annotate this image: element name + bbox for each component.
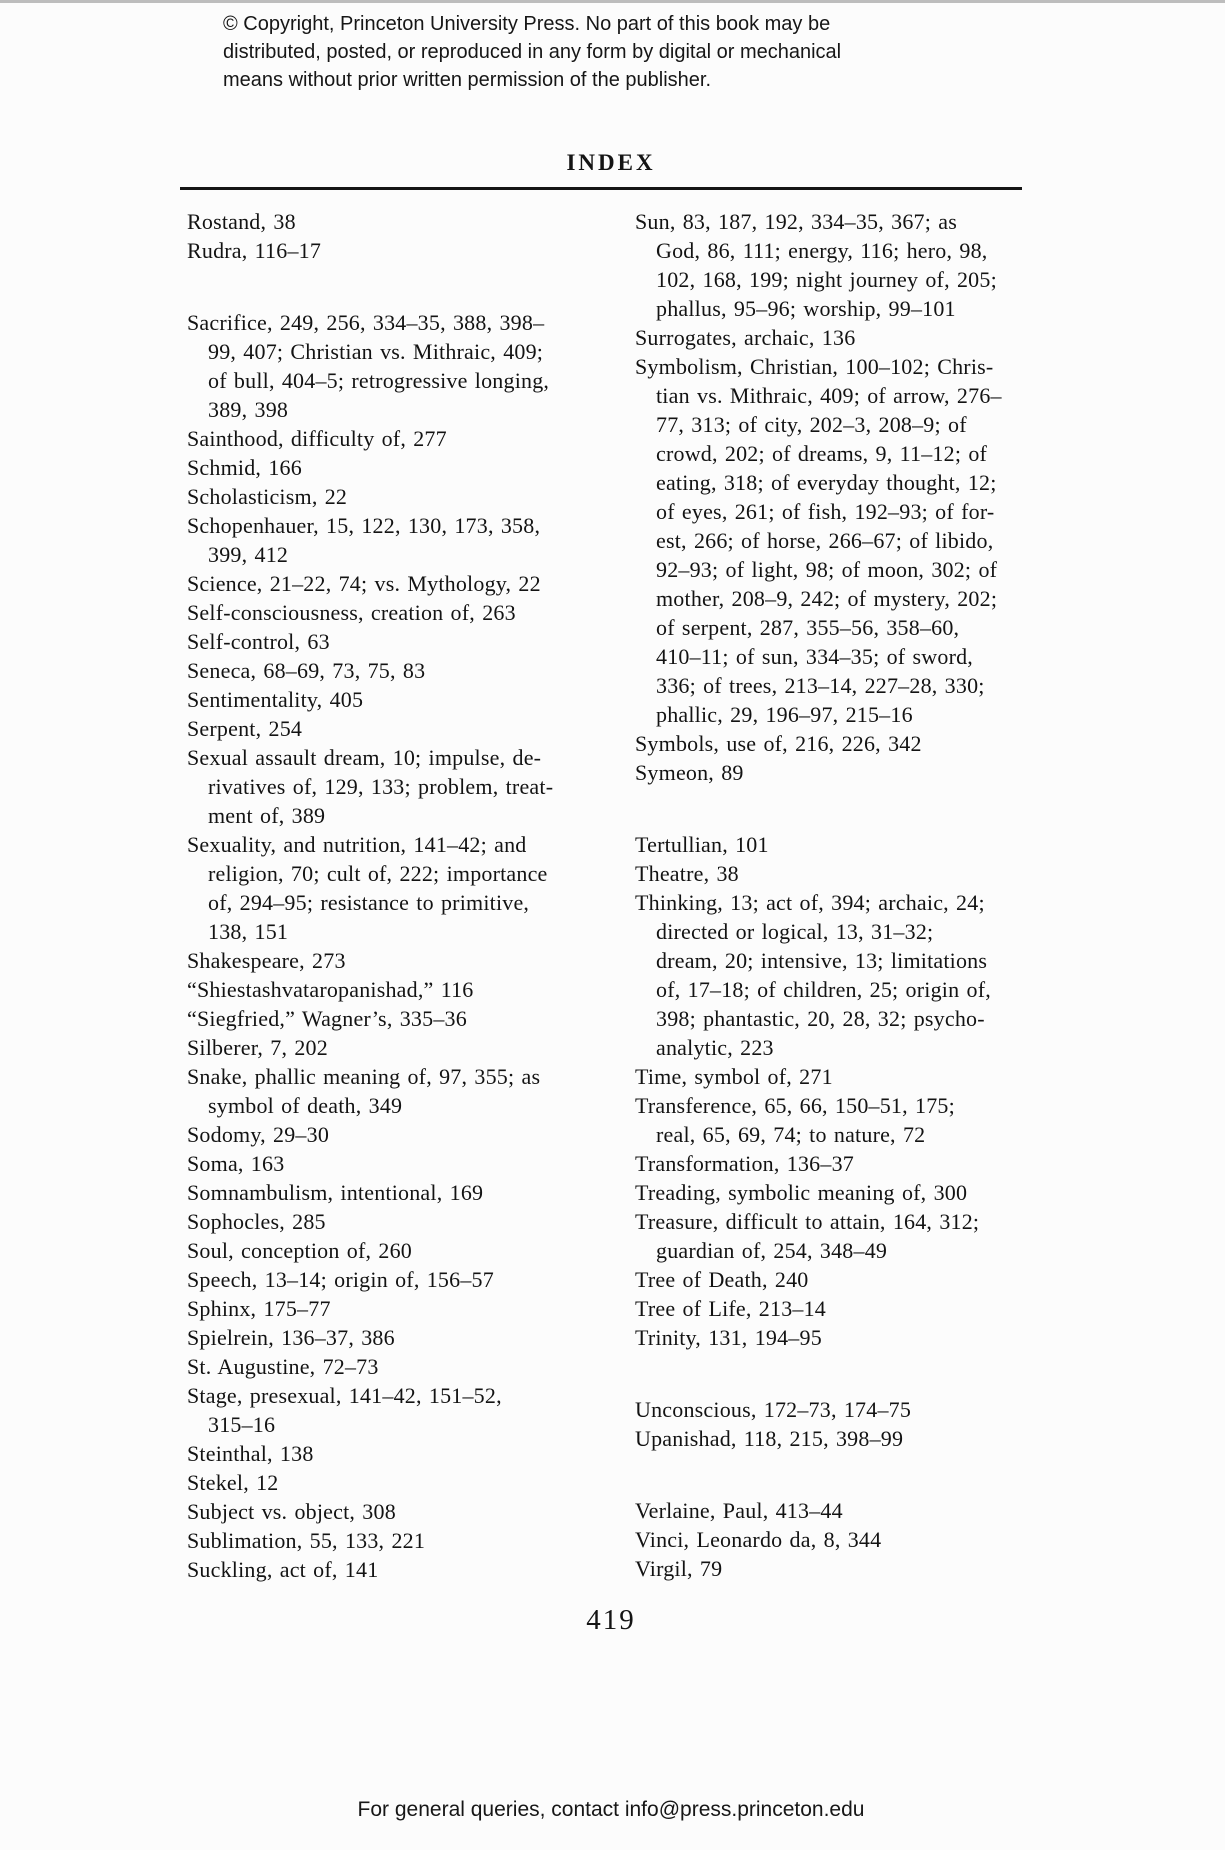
index-line: Transformation, 136–37 [635, 1151, 854, 1176]
index-line: Serpent, 254 [187, 716, 303, 741]
index-line: Sexuality, and nutrition, 141–42; and [187, 832, 527, 857]
index-line: Sexual assault dream, 10; impulse, de- [187, 745, 542, 770]
copyright-line: means without prior written permission of the publisher. [223, 69, 712, 91]
index-line: Surrogates, archaic, 136 [635, 325, 856, 350]
index-line: Sentimentality, 405 [187, 687, 364, 712]
index-line: Time, symbol of, 271 [635, 1064, 833, 1089]
footer-contact: For general queries, contact info@press.princeton.edu [357, 1798, 865, 1821]
index-line: Stage, presexual, 141–42, 151–52, [187, 1383, 502, 1408]
index-line: 138, 151 [208, 919, 289, 944]
index-line: phallus, 95–96; worship, 99–101 [656, 296, 956, 321]
index-line: Subject vs. object, 308 [187, 1499, 396, 1524]
index-line: directed or logical, 13, 31–32; [656, 919, 934, 944]
index-line: Seneca, 68–69, 73, 75, 83 [187, 658, 426, 683]
index-line: Symbols, use of, 216, 226, 342 [635, 731, 922, 756]
index-line: 92–93; of light, 98; of moon, 302; of [656, 557, 998, 582]
index-line: Sainthood, difficulty of, 277 [187, 426, 447, 451]
index-line: Tree of Life, 213–14 [635, 1296, 826, 1321]
index-line: Silberer, 7, 202 [187, 1035, 328, 1060]
index-line: Snake, phallic meaning of, 97, 355; as [187, 1064, 541, 1089]
copyright-line: © Copyright, Princeton University Press. No part of this book may be [223, 13, 831, 35]
index-line: Self-control, 63 [187, 629, 330, 654]
index-line: Sodomy, 29–30 [187, 1122, 330, 1147]
index-line: Somnambulism, intentional, 169 [187, 1180, 484, 1205]
heading-rule [180, 187, 1022, 190]
index-line: ment of, 389 [208, 803, 326, 828]
index-line: Tertullian, 101 [635, 832, 769, 857]
index-line: Suckling, act of, 141 [187, 1557, 379, 1582]
index-line: est, 266; of horse, 266–67; of libido, [656, 528, 994, 553]
index-line: Transference, 65, 66, 150–51, 175; [635, 1093, 955, 1118]
index-line: Tree of Death, 240 [635, 1267, 809, 1292]
index-line: Sphinx, 175–77 [187, 1296, 331, 1321]
index-line: of, 17–18; of children, 25; origin of, [656, 977, 991, 1002]
index-line: mother, 208–9, 242; of mystery, 202; [656, 586, 998, 611]
index-line: symbol of death, 349 [208, 1093, 403, 1118]
index-line: Self-consciousness, creation of, 263 [187, 600, 516, 625]
index-line: crowd, 202; of dreams, 9, 11–12; of [656, 441, 988, 466]
index-line: Sublimation, 55, 133, 221 [187, 1528, 426, 1553]
index-line: 336; of trees, 213–14, 227–28, 330; [656, 673, 985, 698]
scan-edge-artifact [0, 0, 1225, 3]
index-line: 410–11; of sun, 334–35; of sword, [656, 644, 973, 669]
index-line: dream, 20; intensive, 13; limitations [656, 948, 988, 973]
index-line: “Siegfried,” Wagner’s, 335–36 [187, 1006, 467, 1031]
index-line: “Shiestashvataropanishad,” 116 [187, 977, 474, 1002]
index-line: eating, 318; of everyday thought, 12; [656, 470, 997, 495]
copyright-line: distributed, posted, or reproduced in any form by digital or mechanical [223, 41, 842, 63]
index-line: Symeon, 89 [635, 760, 744, 785]
copyright-notice [223, 10, 841, 94]
index-line: Sacrifice, 249, 256, 334–35, 388, 398– [187, 310, 545, 335]
index-line: Rudra, 116–17 [187, 238, 322, 263]
index-line: Steinthal, 138 [187, 1441, 314, 1466]
index-line: Vinci, Leonardo da, 8, 344 [635, 1527, 882, 1552]
index-line: Soul, conception of, 260 [187, 1238, 412, 1263]
index-line: Trinity, 131, 194–95 [635, 1325, 822, 1350]
index-line: Sun, 83, 187, 192, 334–35, 367; as [635, 209, 957, 234]
page-title: INDEX [566, 150, 656, 175]
index-line: of bull, 404–5; retrogressive longing, [208, 368, 550, 393]
index-line: Symbolism, Christian, 100–102; Chris- [635, 354, 994, 379]
index-line: of serpent, 287, 355–56, 358–60, [656, 615, 960, 640]
index-line: Thinking, 13; act of, 394; archaic, 24; [635, 890, 985, 915]
index-line: Theatre, 38 [635, 861, 739, 886]
index-line: 315–16 [208, 1412, 276, 1437]
index-line: Upanishad, 118, 215, 398–99 [635, 1426, 904, 1451]
index-line: Soma, 163 [187, 1151, 285, 1176]
index-line: Schmid, 166 [187, 455, 302, 480]
index-line: religion, 70; cult of, 222; importance [208, 861, 548, 886]
index-line: Speech, 13–14; origin of, 156–57 [187, 1267, 494, 1292]
index-line: Spielrein, 136–37, 386 [187, 1325, 395, 1350]
index-line: phallic, 29, 196–97, 215–16 [656, 702, 913, 727]
index-line: tian vs. Mithraic, 409; of arrow, 276– [656, 383, 1002, 408]
index-line: Scholasticism, 22 [187, 484, 348, 509]
index-line: Unconscious, 172–73, 174–75 [635, 1397, 912, 1422]
index-line: Verlaine, Paul, 413–44 [635, 1498, 843, 1523]
index-line: analytic, 223 [656, 1035, 774, 1060]
index-line: of, 294–95; resistance to primitive, [208, 890, 530, 915]
index-line: 399, 412 [208, 542, 289, 567]
index-column-left [187, 207, 627, 1584]
index-line: Treasure, difficult to attain, 164, 312; [635, 1209, 980, 1234]
index-line: Virgil, 79 [635, 1556, 723, 1581]
index-line: 99, 407; Christian vs. Mithraic, 409; [208, 339, 544, 364]
index-line: St. Augustine, 72–73 [187, 1354, 379, 1379]
index-column-right [635, 207, 1037, 1583]
index-line: guardian of, 254, 348–49 [656, 1238, 888, 1263]
index-line: 389, 398 [208, 397, 289, 422]
index-line: Schopenhauer, 15, 122, 130, 173, 358, [187, 513, 541, 538]
index-line: Rostand, 38 [187, 209, 296, 234]
index-line: God, 86, 111; energy, 116; hero, 98, [656, 238, 988, 263]
index-line: real, 65, 69, 74; to nature, 72 [656, 1122, 926, 1147]
index-line: 102, 168, 199; night journey of, 205; [656, 267, 997, 292]
index-line: 77, 313; of city, 202–3, 208–9; of [656, 412, 967, 437]
index-line: Sophocles, 285 [187, 1209, 326, 1234]
page-number: 419 [586, 1604, 636, 1636]
index-line: Stekel, 12 [187, 1470, 279, 1495]
index-line: Shakespeare, 273 [187, 948, 346, 973]
index-line: of eyes, 261; of fish, 192–93; of for- [656, 499, 995, 524]
index-line: rivatives of, 129, 133; problem, treat- [208, 774, 554, 799]
index-line: Treading, symbolic meaning of, 300 [635, 1180, 968, 1205]
index-line: 398; phantastic, 20, 28, 32; psycho- [656, 1006, 985, 1031]
index-line: Science, 21–22, 74; vs. Mythology, 22 [187, 571, 541, 596]
